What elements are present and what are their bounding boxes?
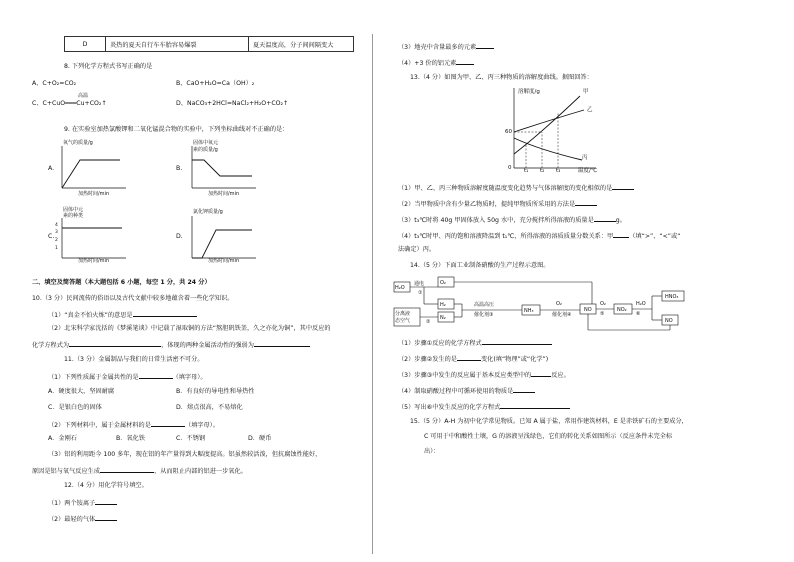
q13-label-jia: 甲	[583, 89, 589, 95]
q13-ylabel: 溶解度/g	[518, 89, 540, 95]
q15-line-1: 15.（5 分）A-H 为初中化学常见物质。已知 A 属于盐，常用作建筑材料，E 是赤铁矿石的主要成分，	[410, 418, 688, 425]
q14-step-5: ⑤	[600, 311, 605, 317]
curve-yi	[514, 110, 584, 132]
q13-y60: 60	[505, 129, 512, 135]
q9-graph-a-ylabel: 氧气的质量/g	[63, 140, 93, 146]
q14-n2: N₂	[440, 315, 446, 321]
q13-sub-4b: 法确定）丙。	[398, 246, 436, 253]
q8-option-b: B、CaO+H₂O=Ca（OH）₂	[176, 80, 255, 87]
q11-option-b: B．有良好的导电性和导热性	[176, 388, 255, 395]
q9-option-b: B.	[176, 165, 183, 172]
q14-catalyst-2: 催化剂④	[552, 312, 572, 318]
q14-condition: 高温高压	[474, 302, 495, 308]
q9-stem: 9. 在实验室加热氯酸钾和二氧化锰混合物的实验中，下列坐标曲线对不正确的是：	[64, 126, 289, 133]
q11-material-c: C．不锈钢	[176, 435, 206, 442]
column-divider	[372, 34, 373, 554]
q14-step-1: ①	[418, 290, 423, 296]
q11-option-d: D．熔点很高，不易熔化	[176, 404, 243, 411]
q9-option-c: C.	[48, 233, 55, 240]
curve-bing	[514, 138, 582, 160]
table-cell-explanation: 夏天温度高，分子间间隔变大	[249, 37, 354, 52]
q13-sub-2: （2）当甲物质中含有少量乙物质时，提纯甲物质所采用的方法是	[398, 199, 597, 209]
q9-graph-a	[60, 146, 130, 196]
q13-t2: t₂	[540, 168, 545, 174]
q9-graph-d-xlabel: 加热时间/min	[208, 258, 240, 264]
answer-blank[interactable]	[100, 466, 154, 473]
curve-jia	[514, 96, 580, 154]
q9-graph-b-ylabel-2: 素的质量/g	[193, 147, 218, 153]
q9-graph-b-xlabel: 加热时间/min	[208, 191, 240, 197]
answer-table	[64, 36, 354, 52]
table-cell-option: D	[65, 37, 106, 52]
answer-blank[interactable]	[613, 231, 629, 238]
answer-blank[interactable]	[612, 183, 634, 190]
q14-air-1: 分离液	[395, 311, 411, 317]
q14-sub-4: （4）制取硝酸过程中可循环使用的物质是	[398, 386, 535, 396]
q8-stem: 8. 下列化学方程式书写正确的是	[64, 63, 153, 70]
q12-sub-3: （3）地壳中含量最多的元素	[398, 42, 494, 52]
q14-sub-3: （3）步骤③中发生的反应属于基本反应类型中的 反应。	[398, 372, 570, 379]
q15-line-3: 出）：	[424, 448, 440, 455]
q9-graph-c-tick-3: 3	[55, 230, 58, 235]
answer-blank[interactable]	[133, 310, 197, 317]
q11-material-a: A．金刚石	[48, 435, 77, 442]
answer-blank[interactable]	[594, 215, 616, 222]
q11-sub-3a: （3）铝的利用距今 100 多年，现在铝的年产量得到大幅度提高。铝虽然较活泼，但抗腐蚀性能好，	[48, 451, 322, 458]
q9-graph-a-xlabel: 加热时间/min	[78, 191, 110, 197]
q14-o2-b: O₂	[556, 301, 562, 307]
answer-blank[interactable]	[457, 354, 481, 361]
q14-sub-2: （2）步骤②发生的是 变化(填“物理”或“化学”)	[398, 356, 549, 363]
q14-o2: O₂	[440, 280, 446, 286]
q8-option-c: C、C+CuO═══Cu+CO₂↑	[32, 100, 107, 107]
q14-sub-1: （1）步骤①反应的化学方程式	[398, 338, 552, 348]
q13-t3: t₃	[556, 168, 561, 174]
q14-no-b: NO	[665, 318, 673, 324]
q11-material-d: D．硬币	[248, 435, 272, 442]
answer-blank[interactable]	[95, 498, 117, 505]
q14-h2o-b: H₂O	[636, 301, 646, 307]
q12-stem: 12.（4 分）用化学符号填空。	[64, 482, 148, 489]
q9-option-d: D.	[176, 233, 183, 240]
table-row	[65, 37, 354, 52]
answer-blank[interactable]	[513, 386, 535, 393]
section-2-heading: 二、填空及简答题（本大题包括 6 小题，每空 1 分，共 24 分）	[32, 279, 211, 286]
table-cell-phenomenon: 炎热的夏天自行车车胎容易爆裂	[106, 37, 249, 52]
q14-no: NO	[584, 307, 592, 313]
q8-option-d: D、NaCO₃+2HCl=NaCl₂+H₂O+CO₂↑	[176, 100, 289, 107]
answer-blank[interactable]	[151, 420, 185, 427]
q13-label-yi: 乙	[587, 107, 593, 113]
q14-step-2: ②	[426, 319, 431, 325]
q9-graph-d-ylabel: 氯化钾质量/g	[193, 209, 223, 215]
answer-blank[interactable]	[482, 338, 552, 345]
q9-graph-b-ylabel-1: 固体中氧元	[193, 140, 219, 146]
q11-option-a: A．硬度很大，坚固耐腐	[48, 388, 115, 395]
q11-option-c: C．是银白色的固体	[48, 404, 102, 411]
q14-hno3: HNO₃	[665, 294, 679, 300]
q9-graph-c-ylabel-1: 固体中元	[63, 207, 84, 213]
q9-graph-d	[190, 216, 260, 262]
q13-origin: 0	[508, 165, 512, 171]
q13-sub-1: （1）甲、乙、丙三种物质溶解度随温度变化趋势与气体溶解度的变化相似的是	[398, 183, 634, 193]
q9-graph-c-tick-4: 4	[55, 223, 58, 228]
answer-blank[interactable]	[476, 42, 494, 49]
q9-graph-c	[60, 218, 130, 262]
answer-blank[interactable]	[69, 340, 161, 347]
q14-sub-5: （5）写出⑥中发生反应的化学方程式	[398, 402, 570, 412]
answer-blank[interactable]	[575, 199, 597, 206]
q14-step-6: ⑥	[636, 311, 641, 317]
answer-blank[interactable]	[500, 402, 570, 409]
q14-h2: H₂	[440, 302, 446, 308]
answer-blank[interactable]	[95, 514, 117, 521]
answer-blank[interactable]	[139, 372, 173, 379]
q13-solubility-graph	[500, 84, 610, 176]
answer-blank[interactable]	[456, 58, 474, 65]
q13-t1: t₁	[524, 168, 529, 174]
answer-blank[interactable]	[254, 340, 310, 347]
q10-sub-2a: （2）北宋科学家沈括的《梦溪笔谈》中记载了湿取铜的方法“熬胆矾铁釜，久之亦化为铜”，其中反应的	[48, 325, 331, 332]
q14-nh3: NH₃	[524, 308, 534, 314]
q14-h2o: H₂O	[395, 285, 405, 291]
q8-option-a: A、C+O₂=CO₂	[32, 80, 77, 87]
q9-option-a: A.	[48, 165, 55, 172]
q14-process-diagram	[392, 272, 692, 334]
q13-sub-4a: （4）t₃℃时甲、丙的饱和溶液降温到 t₁℃，所得溶液的溶质质量分数关系：甲 （填“>”、“<”或“	[398, 233, 681, 240]
q14-air-2: 态空气	[395, 318, 411, 324]
q14-tongdian: 通电	[414, 281, 425, 287]
q10-stem: 10.（3 分）民间流传的俗语以及古代文献中较多地蕴含着一些化学知识。	[32, 295, 234, 302]
q13-xlabel: 温度/℃	[578, 168, 598, 174]
q11-sub-1: （1）下列性质属于金属共性的是 （填字母）。	[48, 374, 207, 381]
q12-sub-2: （2）最轻的气体	[48, 514, 117, 524]
q10-sub-2b: 化学方程式为 ，体现的两种金属活动性的强弱为	[32, 340, 310, 350]
q11-sub-2: （2）下列材料中，属于金属材料的是 （填字母）。	[48, 422, 219, 429]
q12-sub-4: （4）+3 价的铝元素	[398, 58, 474, 68]
q12-sub-1: （1）两个铵离子	[48, 498, 117, 508]
q14-catalyst-1: 催化剂③	[474, 312, 494, 318]
q13-stem: 13.（4 分）如图为甲、乙、丙三种物质的溶解度曲线。据图回答：	[410, 74, 593, 81]
q9-graph-c-ylabel-2: 素的种类	[63, 213, 84, 219]
q9-graph-b	[190, 146, 260, 196]
q10-sub-1: （1）“真金不怕火炼”的意思是	[48, 310, 197, 320]
q14-no2: NO₂	[617, 307, 627, 313]
q9-graph-c-xlabel: 加热时间/min	[78, 258, 110, 264]
answer-blank[interactable]	[531, 370, 551, 377]
q14-o2-c: O₂	[600, 301, 606, 307]
q13-label-bing: 丙	[582, 155, 588, 161]
q15-line-2: C 可用于中和酸性土壤，G 的溶液呈浅绿色，它们的转化关系如图所示（反应条件未完全标	[424, 433, 673, 440]
q11-material-b: B．氧化铁	[116, 435, 145, 442]
q11-sub-3b: 原因是铝与氧气反应生成 ，从而阻止内部的铝进一步氧化。	[32, 468, 247, 475]
q9-graph-c-tick-1: 1	[55, 246, 58, 251]
q14-stem: 14.（5 分）下面工业制备硝酸的生产过程示意图。	[410, 262, 550, 269]
q13-sub-3: （3）t₃℃时将 40g 甲固体放入 50g 水中，充分搅拌所得溶液的质量是 g。	[398, 217, 626, 224]
q9-graph-c-tick-2: 2	[55, 238, 58, 243]
q11-stem: 11.（3 分）金属制品与我们的日常生活密不可分。	[64, 356, 204, 363]
q8-option-c-condition: 高温	[78, 93, 89, 99]
